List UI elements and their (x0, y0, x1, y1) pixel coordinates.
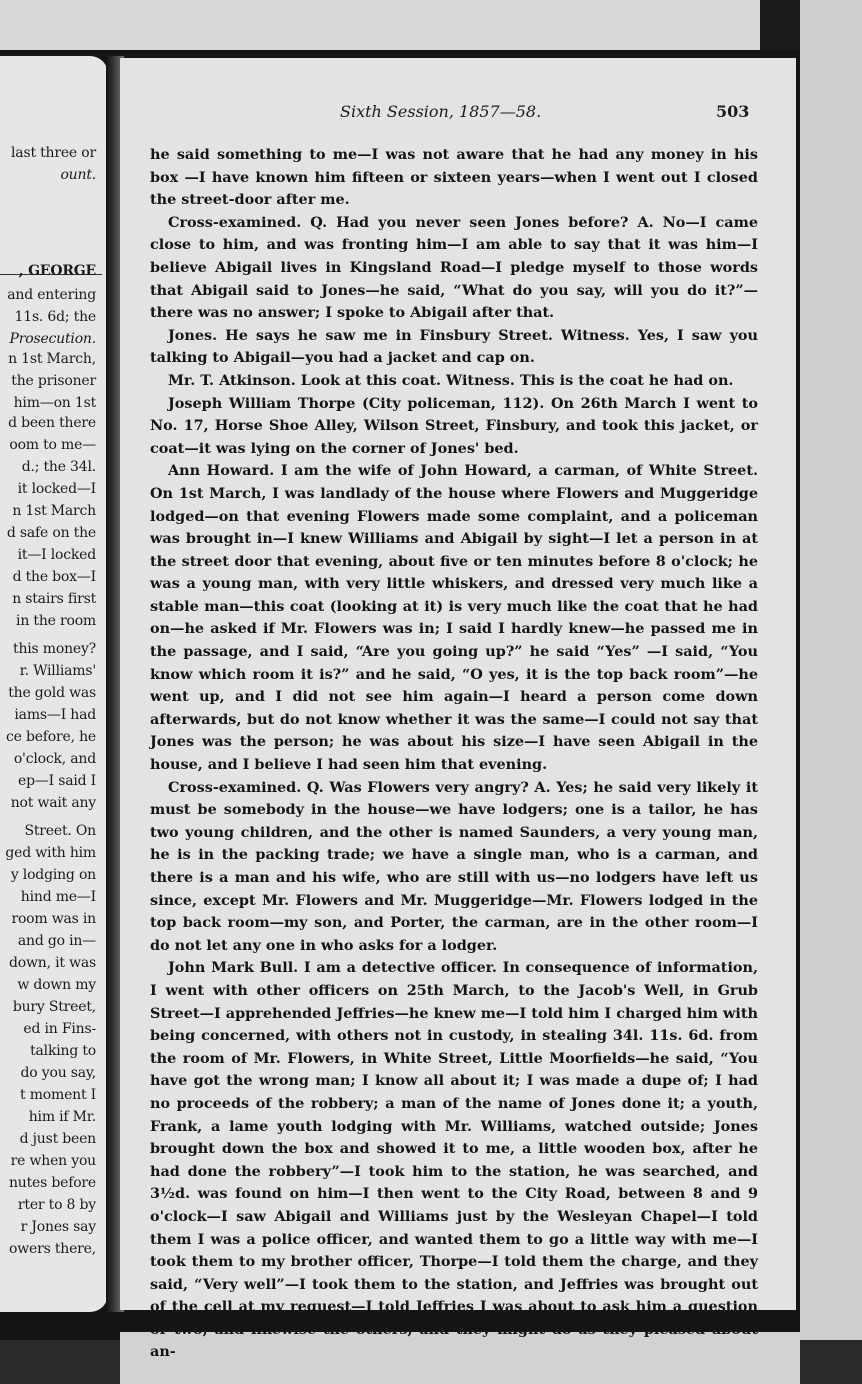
left-page-line: rter to 8 by (17, 1197, 96, 1213)
page-number: 503 (716, 102, 750, 121)
left-page-line: iams—I had (14, 707, 96, 723)
left-page-line: d just been (19, 1131, 96, 1147)
left-page-line: r Jones say (20, 1219, 96, 1235)
left-page-line: y lodging on (10, 867, 96, 883)
paragraph: Joseph William Thorpe (City policeman, 112). On 26th March I went to No. 17, Horse Shoe Alley, Wilson Street, Finsbury, and took this jacket, or coat—it was lying on the corner of Jones' bed. (150, 394, 758, 457)
left-page-line: ount. (60, 167, 96, 183)
left-page-line: Prosecution. (9, 331, 96, 347)
left-page-line: it—I locked (17, 547, 96, 563)
left-page-line: him if Mr. (28, 1109, 96, 1125)
left-page-line: nutes before (8, 1175, 96, 1191)
running-head: Sixth Session, 1857—58. (340, 102, 542, 121)
left-page-line: this money? (13, 641, 96, 657)
left-page-line: t moment I (20, 1087, 96, 1103)
left-page-line: last three or (11, 145, 96, 161)
left-page-line: the prisoner (11, 373, 96, 389)
left-page-line: r. Williams' (19, 663, 96, 679)
paragraph: Ann Howard. I am the wife of John Howard, a carman, of White Street. On 1st March, I was landlady of the house where Flowers and Muggeridge lodged—on that evening Flowers made some complaint, and a policeman was brought in—I knew Williams and Abigail by sight—I let a person in at the street door that evening, about five or ten minutes before 8 o'clock; he was a young man, with very little whiskers, and dressed very much like a stable man—this coat (looking at it) is very much like the coat that he had on—he asked if Mr. Flowers was in; I said I hardly knew—he passed me in the passage, and I said, “Are you going up?” he said “Yes” —I said, “You know which room it is?” and he said, “O yes, it is the top back room”—he went up, and I did not see him again—I heard a person come down afterwards, but do not know whether it was the same—I could not say that Jones was the person; he was about his size—I have seen Abigail in the house, and I believe I had seen him that evening. (150, 462, 758, 774)
paragraph: he said something to me—I was not aware that he had any money in his box —I have known him fifteen or sixteen years—when I went out I closed the street-door after me. (150, 146, 758, 209)
left-page-line: do you say, (20, 1065, 96, 1081)
left-page-line: n stairs first (12, 591, 96, 607)
paragraph: Mr. T. Atkinson. Look at this coat. Witness. This is the coat he had on. (168, 371, 734, 389)
left-page-line: o'clock, and (13, 751, 96, 767)
right-page (120, 58, 796, 1361)
left-page-line: n 1st March, (8, 351, 96, 367)
left-page-line: w down my (17, 977, 96, 993)
left-page-line: the gold was (8, 685, 96, 701)
left-page-line: down, it was (9, 955, 96, 971)
left-page-line: bury Street, (12, 999, 96, 1015)
left-page-line: ce before, he (5, 729, 96, 745)
left-page-line: it locked—I (17, 481, 96, 497)
left-page-line: ged with him (5, 845, 96, 861)
paragraph: Cross-examined. Q. Had you never seen Jones before? A. No—I came close to him, and was fronting him—I am able to say that it was him—I believe Abigail lives in Kingsland Road—I pledge myself to those words that Abigail said to Jones—he said, “What do you say, will you do it?”—there was no answer; I spoke to Abigail after that. (150, 213, 758, 322)
page-text (150, 144, 758, 1364)
left-page-line: 11s. 6d; the (14, 309, 96, 325)
left-page-line: ep—I said I (18, 773, 96, 789)
paragraph: Cross-examined. Q. Was Flowers very angry? A. Yes; he said very likely it must be somebody in the house—we have lodgers; one is a tailor, he has two young children, and the other is named Saunders, a very young man, he is in the packing trade; we have a single man, who is a carman, and there is a man and his wife, who are still with us—no lodgers have left us since, except Mr. Flowers and Mr. Muggeridge—Mr. Flowers lodged in the top back room—my son, and Porter, the carman, are in the other room—I do not let any one in who asks for a lodger. (150, 778, 758, 954)
left-page-line: Street. On (24, 823, 96, 839)
left-page-line: hind me—I (20, 889, 96, 905)
left-page-line: n 1st March (12, 503, 96, 519)
left-page-line: , GEORGE (18, 263, 96, 279)
left-page-line: not wait any (10, 795, 96, 811)
left-page-line: owers there, (9, 1241, 96, 1257)
left-page-line: room was in (11, 911, 96, 927)
left-page-line: oom to me— (9, 437, 96, 453)
left-page-line: talking to (30, 1043, 96, 1059)
right-background-margin (800, 0, 862, 1384)
left-page-line: in the room (16, 613, 96, 629)
left-page-line: ed in Fins- (23, 1021, 96, 1037)
left-page-fragment (0, 56, 108, 1312)
left-page-line: d safe on the (6, 525, 96, 541)
left-page-line: d.; the 34l. (21, 459, 96, 475)
left-page-line: and entering (7, 287, 96, 303)
left-page-line: d the box—I (12, 569, 96, 585)
left-page-line: him—on 1st (13, 395, 96, 411)
left-page-line: d been there (8, 415, 96, 431)
top-background-strip (0, 0, 862, 50)
paragraph: Jones. He says he saw me in Finsbury Street. Witness. Yes, I saw you talking to Abigail—you had a jacket and cap on. (150, 326, 758, 367)
left-page-line: re when you (10, 1153, 96, 1169)
paragraph: John Mark Bull. I am a detective officer. In consequence of information, I went with other officers on 25th March, to the Jacob's Well, in Grub Street—I apprehended Jeffries—he knew me—I told him I charged him with being concerned, with others not in custody, in stealing 34l. 11s. 6d. from the room of Mr. Flowers, in White Street, Little Moorfields—he said, “You have got the wrong man; I know all about it; I was made a dupe of; I had no proceeds of the robbery; a man of the name of Jones done it; a youth, Frank, a lame youth lodging with Mr. Williams, watched outside; Jones brought down the box and showed it to me, a little wooden box, after he had done the robbery”—I took him to the station, he was searched, and 3½d. was found on him—I then went to the City Road, between 8 and 9 o'clock—I saw Abigail and Williams just by the Wesleyan Chapel—I told them I was a police officer, and wanted them to go a little way with me—I took them to my brother officer, Thorpe—I told them the charge, and they said, “Very well”—I took them to the station, and Jeffries was brought out of the cell at my request—I told Jeffries I was about to ask him a question or two, and likewise the others, and they might do as they pleased about an- (150, 959, 758, 1361)
left-page-line: and go in— (17, 933, 96, 949)
